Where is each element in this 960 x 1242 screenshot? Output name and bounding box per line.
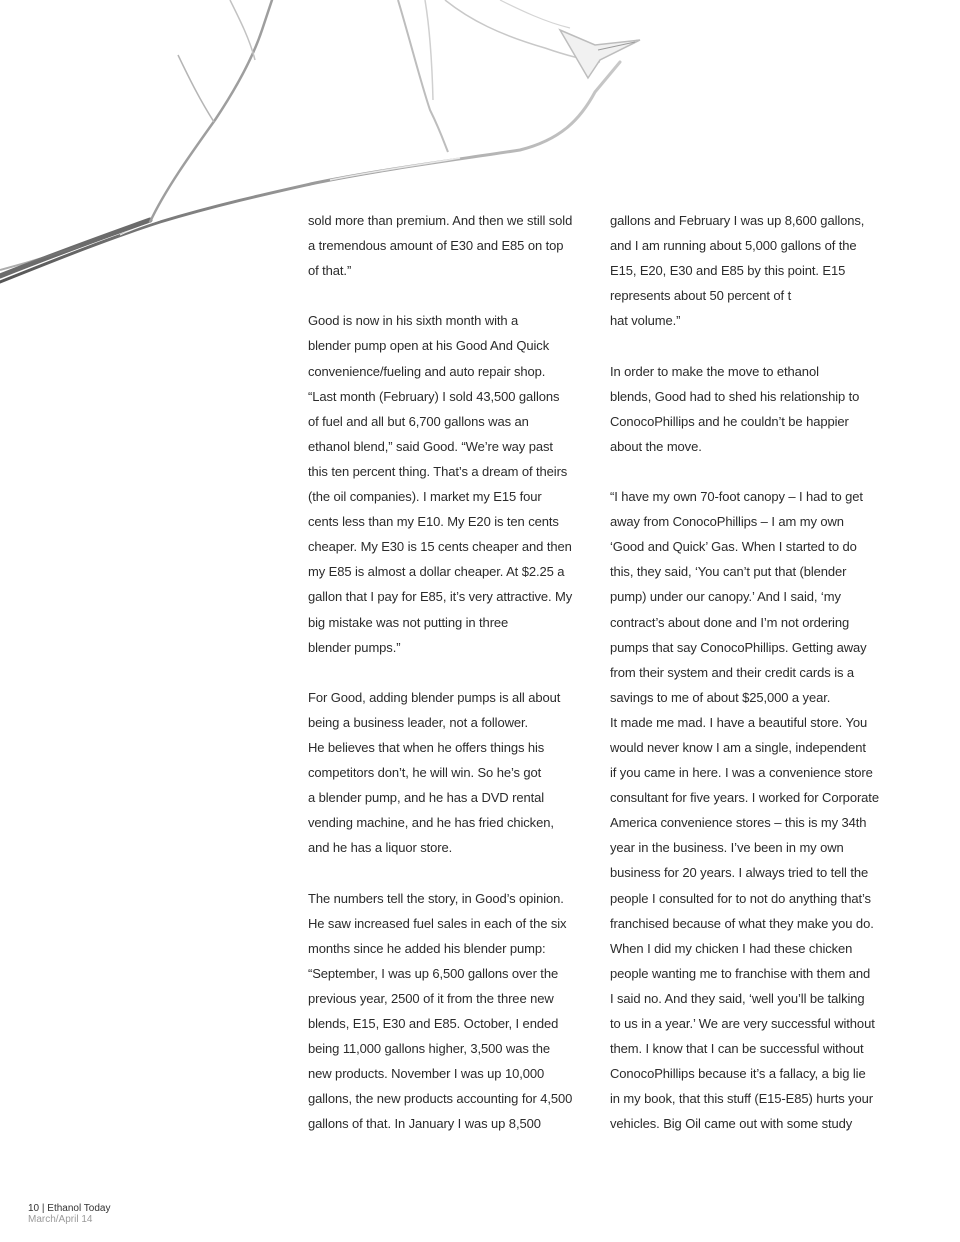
text-line: being a business leader, not a follower. [308, 714, 529, 730]
article-column-right [610, 208, 910, 1136]
text-line: “September, I was up 6,500 gallons over the [308, 965, 559, 981]
text-line: (the oil companies). I market my E15 four [308, 489, 542, 505]
text-line: pumps that say ConocoPhillips. Getting away [610, 639, 867, 655]
text-line: this, they said, ‘You can’t put that (blender [610, 564, 847, 580]
issue-date: March/April 14 [28, 1214, 93, 1225]
text-line: them. I know that I can be successful without [610, 1041, 864, 1057]
article-paragraph [308, 886, 598, 1137]
text-line: blender pump open at his Good And Quick [308, 338, 550, 354]
text-line: big mistake was not putting in three [308, 614, 509, 630]
text-line: E15, E20, E30 and E85 by this point. E15 [610, 263, 846, 279]
text-line: He believes that when he offers things his [308, 739, 545, 755]
text-line: America convenience stores – this is my 34th [610, 815, 867, 831]
text-line: and he has a liquor store. [308, 840, 453, 856]
text-line: vending machine, and he has fried chicken, [308, 815, 554, 831]
article-column-left [308, 208, 598, 1136]
text-line: hat volume.” [610, 313, 681, 329]
text-line: convenience/fueling and auto repair shop. [308, 363, 546, 379]
text-line: When I did my chicken I had these chicken [610, 940, 853, 956]
text-line: people I consulted for to not do anything that’s [610, 890, 871, 906]
text-line: represents about 50 percent of t [610, 288, 792, 304]
text-line: blends, Good had to shed his relationship to [610, 388, 860, 404]
text-line: a blender pump, and he has a DVD rental [308, 790, 545, 806]
text-line: He saw increased fuel sales in each of the six [308, 915, 567, 931]
text-line: “Last month (February) I sold 43,500 gallons [308, 388, 560, 404]
text-line: year in the business. I’ve been in my own [610, 840, 844, 856]
article-paragraph [308, 208, 598, 283]
text-line: sold more than premium. And then we still sold [308, 213, 573, 228]
text-line: I said no. And they said, ‘well you’ll be talking [610, 990, 865, 1006]
text-line: this ten percent thing. That’s a dream of theirs [308, 463, 568, 479]
text-line: gallon that I pay for E85, it’s very attractive. My [308, 589, 573, 605]
text-line: if you came in here. I was a convenience store [610, 765, 873, 781]
text-line: consultant for five years. I worked for Corporate [610, 790, 879, 806]
text-line: business for 20 years. I always tried to tell the [610, 865, 869, 881]
text-line: pump) under our canopy.’ And I said, ‘my [610, 589, 841, 605]
article-paragraph [610, 359, 910, 459]
text-line: franchised because of what they make you do. [610, 915, 874, 931]
text-line: of fuel and all but 6,700 gallons was an [308, 413, 529, 429]
text-line: people wanting me to franchise with them and [610, 965, 871, 981]
text-line: vehicles. Big Oil came out with some study [610, 1116, 853, 1132]
text-line: contract’s about done and I’m not ordering [610, 614, 850, 630]
text-line: ‘Good and Quick’ Gas. When I started to do [610, 539, 857, 555]
text-line: It made me mad. I have a beautiful store. You [610, 714, 868, 730]
text-line: previous year, 2500 of it from the three new [308, 990, 554, 1006]
text-line: gallons and February I was up 8,600 gallons, [610, 213, 865, 228]
text-line: of that.” [308, 263, 352, 279]
page-footer [28, 1203, 110, 1225]
text-line: The numbers tell the story, in Good’s opinion. [308, 890, 564, 906]
text-line: my E85 is almost a dollar cheaper. At $2.25 a [308, 564, 565, 580]
article-paragraph [308, 308, 598, 659]
text-line: ConocoPhillips because it’s a fallacy, a big lie [610, 1066, 866, 1082]
text-line: being 11,000 gallons higher, 3,500 was the [308, 1041, 551, 1057]
text-line: gallons, the new products accounting for 4,500 [308, 1091, 573, 1107]
text-line: new products. November I was up 10,000 [308, 1066, 545, 1082]
page-number-publication: 10 | Ethanol Today [28, 1203, 111, 1214]
text-line: to us in a year.’ We are very successful without [610, 1016, 875, 1031]
article-paragraph [308, 685, 598, 861]
text-line: gallons of that. In January I was up 8,500 [308, 1116, 541, 1132]
text-line: months since he added his blender pump: [308, 940, 546, 956]
article-paragraph [610, 484, 910, 1136]
text-line: about the move. [610, 438, 702, 454]
text-line: and I am running about 5,000 gallons of the [610, 238, 857, 254]
text-line: blends, E15, E30 and E85. October, I ended [308, 1016, 559, 1031]
text-line: would never know I am a single, independent [610, 739, 866, 755]
text-line: away from ConocoPhillips – I am my own [610, 514, 844, 530]
text-line: For Good, adding blender pumps is all about [308, 689, 561, 705]
text-line: Good is now in his sixth month with a [308, 313, 519, 329]
text-line: In order to make the move to ethanol [610, 363, 819, 379]
text-line: savings to me of about $25,000 a year. [610, 689, 831, 705]
text-line: cheaper. My E30 is 15 cents cheaper and then [308, 539, 572, 555]
text-line: a tremendous amount of E30 and E85 on top [308, 238, 564, 254]
text-line: ConocoPhillips and he couldn’t be happier [610, 413, 849, 429]
text-line: “I have my own 70-foot canopy – I had to get [610, 489, 863, 505]
text-line: ethanol blend,” said Good. “We’re way past [308, 438, 553, 454]
text-line: in my book, that this stuff (E15-E85) hurts your [610, 1091, 874, 1107]
text-line: competitors don’t, he will win. So he’s got [308, 765, 542, 781]
text-line: from their system and their credit cards is a [610, 664, 855, 680]
article-paragraph [610, 208, 910, 333]
text-line: cents less than my E10. My E20 is ten cents [308, 514, 559, 530]
text-line: blender pumps.” [308, 639, 401, 655]
